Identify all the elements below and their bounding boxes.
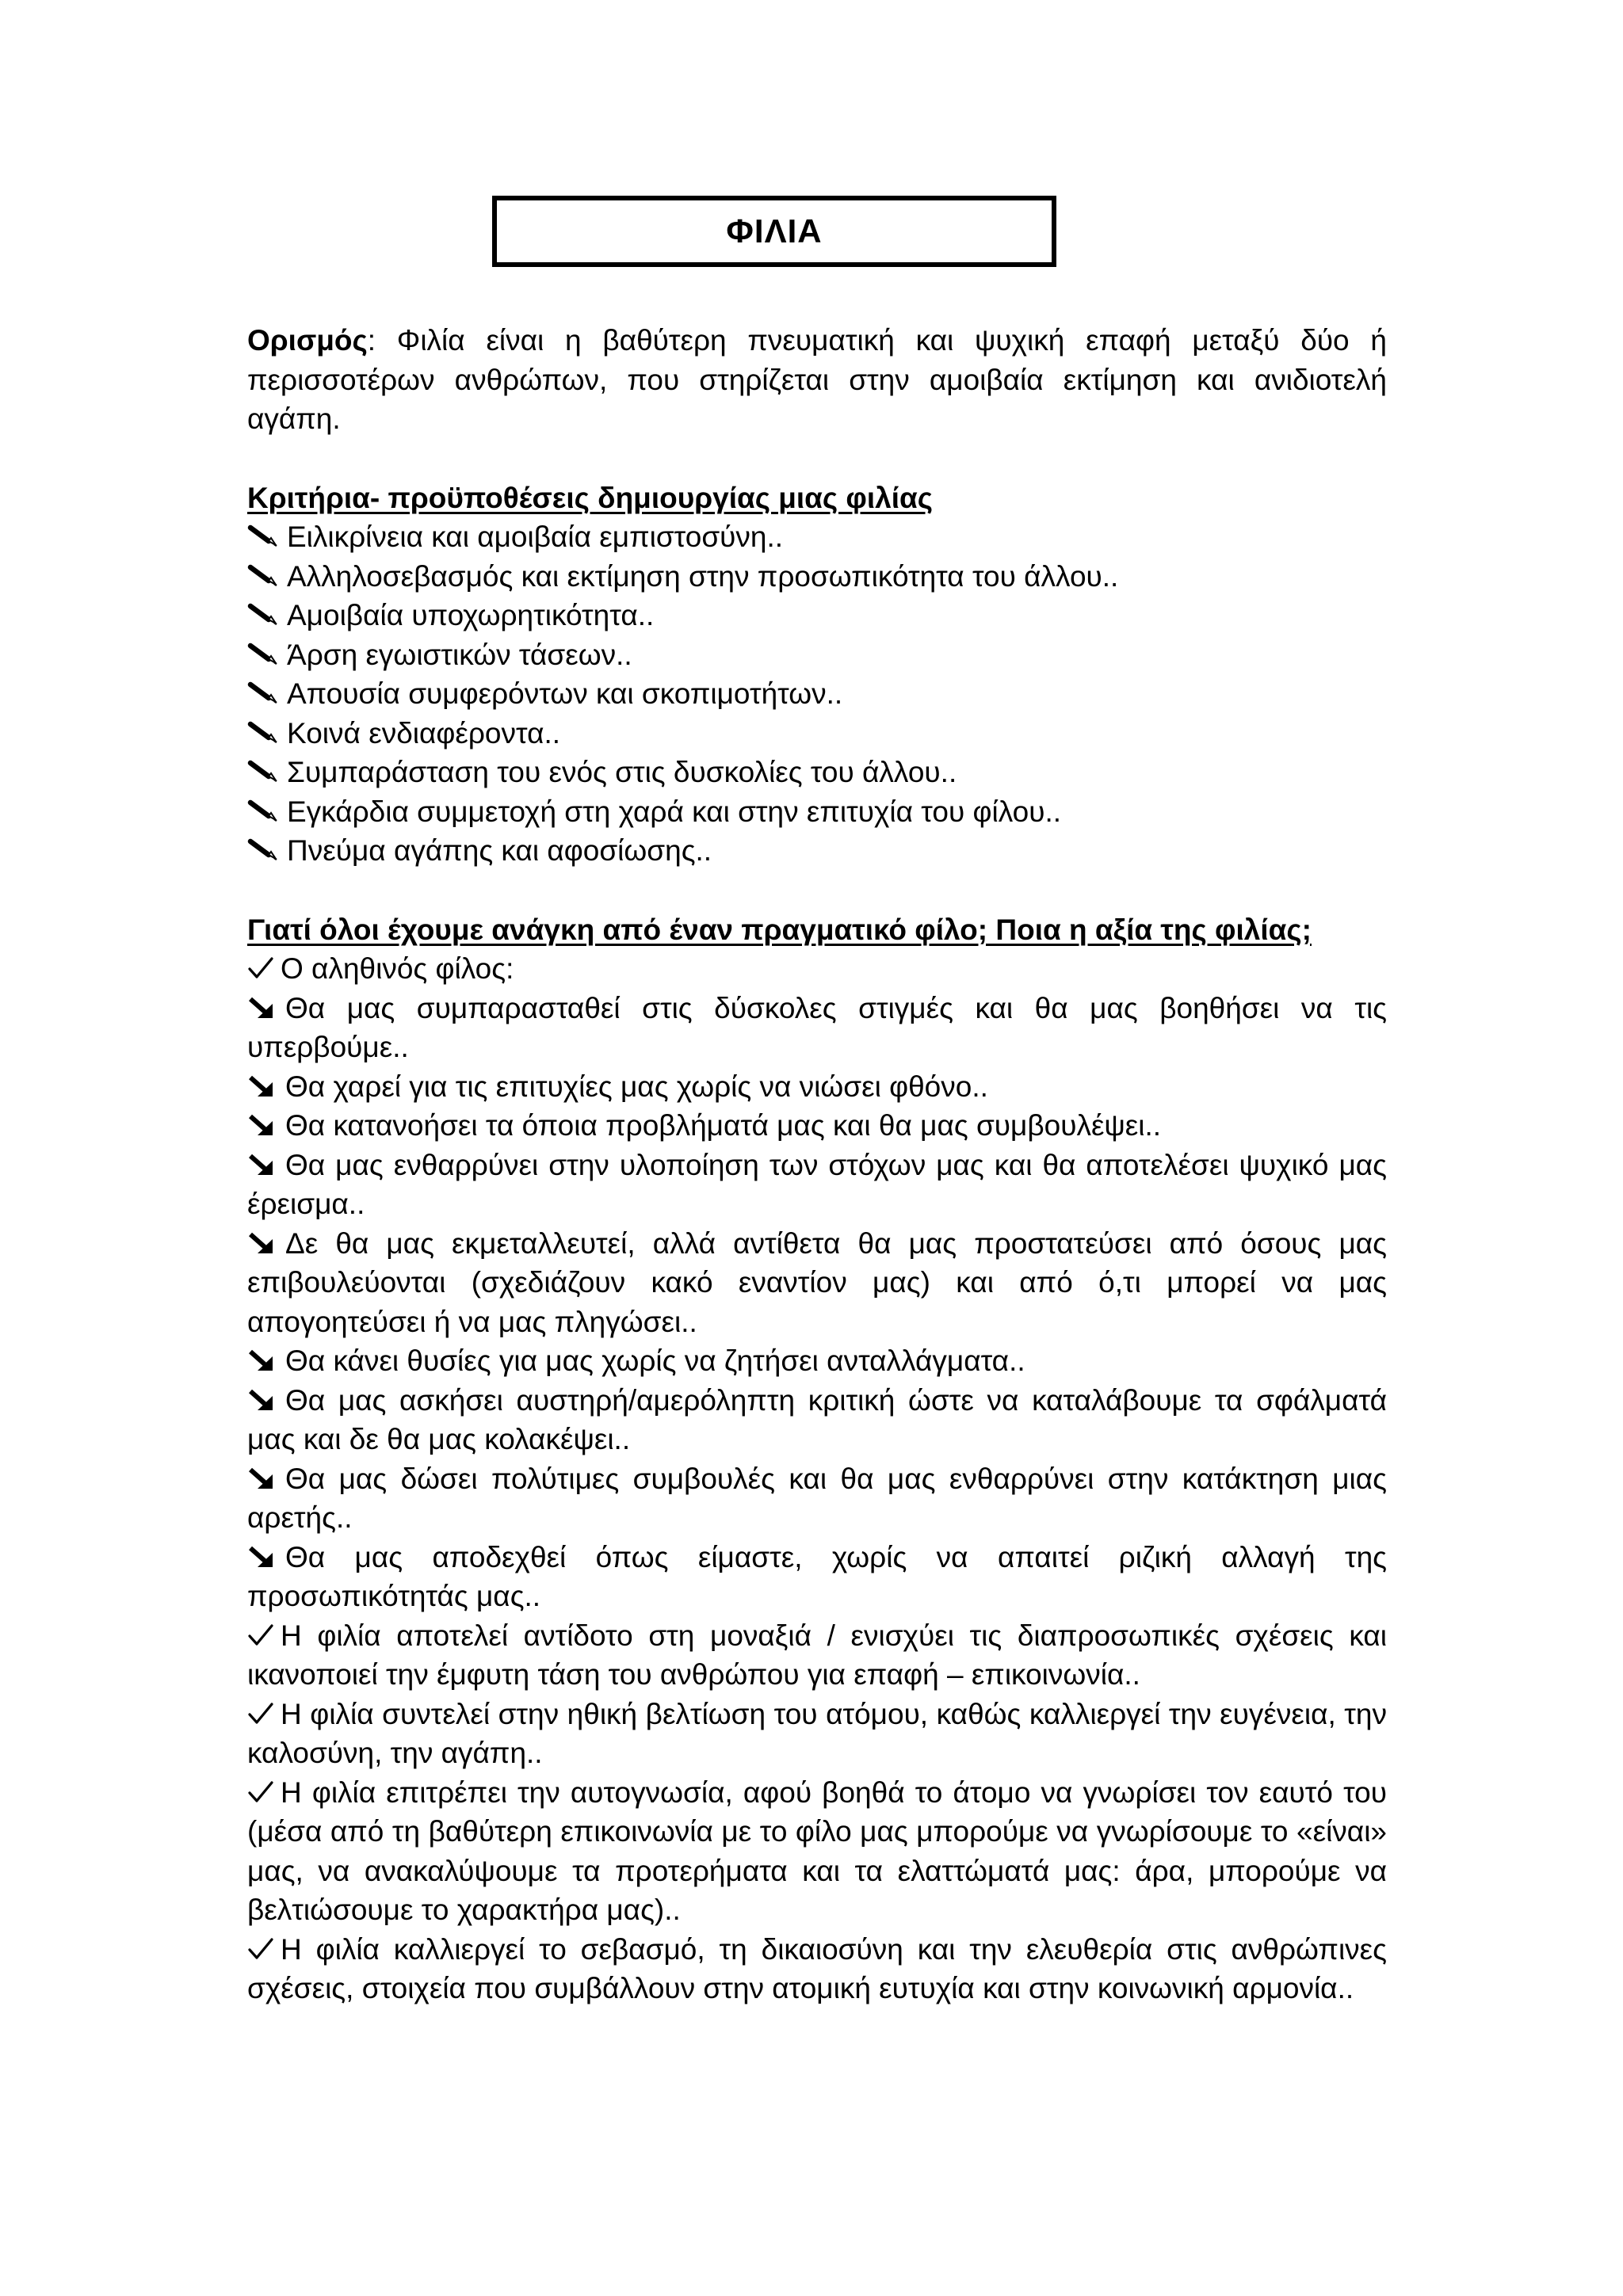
list-item-text: Αμοιβαία υποχωρητικότητα.. <box>287 599 655 631</box>
definition-paragraph <box>247 321 1387 439</box>
check-icon <box>247 952 274 977</box>
list-item <box>247 674 1387 714</box>
list-item <box>247 792 1387 832</box>
list-item-text: Συμπαράσταση του ενός στις δυσκολίες του άλλου.. <box>287 756 957 788</box>
down-right-arrow-icon <box>247 1540 276 1564</box>
list-item <box>247 1773 1387 1930</box>
list-item-text: Θα κάνει θυσίες για μας χωρίς να ζητήσει ανταλλάγματα.. <box>285 1344 1025 1377</box>
value-heading: Γιατί όλοι έχουμε ανάγκη από έναν πραγματικό φίλο; Ποια η αξία της φιλίας; <box>247 913 1312 946</box>
list-item <box>247 1695 1387 1773</box>
down-right-arrow-icon <box>247 1462 276 1486</box>
list-item-text: Θα μας ασκήσει αυστηρή/αμερόληπτη κριτική ώστε να καταλάβουμε τα σφάλματά μας και δε θα μας κολακέψει.. <box>247 1383 1387 1455</box>
list-item-text: Η φιλία καλλιεργεί το σεβασμό, τη δικαιοσύνη και την ελευθερία στις ανθρώπινες σχέσεις, στοιχεία που συμβάλλουν στην ατομική ευτυχία και στην κοινωνική αρμονία.. <box>247 1932 1387 2004</box>
friendship-value-list <box>247 1616 1387 2008</box>
pencil-icon <box>247 794 282 818</box>
down-right-arrow-icon <box>247 1383 276 1407</box>
list-item-text: Θα κατανοήσει τα όποια προβλήματά μας και θα μας συμβουλέψει.. <box>285 1109 1162 1142</box>
list-item <box>247 989 1387 1067</box>
list-item-text: Θα μας ενθαρρύνει στην υλοποίηση των στόχων μας και θα αποτελέσει ψυχικό μας έρεισμα.. <box>247 1148 1387 1220</box>
list-item-text: Δε θα μας εκμεταλλευτεί, αλλά αντίθετα θα μας προστατεύσει από όσους μας επιβουλεύονται (σχεδιάζουν κακό εναντίον μας) και από ό,τι μπορεί να μας απογοητεύσει ή να μας πληγώσει.. <box>247 1226 1387 1338</box>
spacer <box>247 871 1387 910</box>
spacer <box>247 439 1387 479</box>
check-icon <box>247 1932 274 1958</box>
true-friend-intro <box>247 949 1387 989</box>
list-item <box>247 1459 1387 1538</box>
down-right-arrow-icon <box>247 1226 276 1250</box>
down-right-arrow-icon <box>247 1148 276 1172</box>
pencil-icon <box>247 597 282 621</box>
down-right-arrow-icon <box>247 991 276 1015</box>
list-item-text: Αλληλοσεβασμός και εκτίμηση στην προσωπικότητα του άλλου.. <box>287 559 1119 593</box>
page-title: ΦΙΛΙΑ <box>726 212 823 250</box>
criteria-heading: Κριτήρια- προϋποθέσεις δημιουργίας μιας φιλίας <box>247 481 934 514</box>
list-item-text: Θα μας δώσει πολύτιμες συμβουλές και θα μας ενθαρρύνει στην κατάκτηση μιας αρετής.. <box>247 1462 1387 1534</box>
list-item <box>247 1067 1387 1107</box>
true-friend-intro-text: Ο αληθινός φίλος: <box>281 952 514 985</box>
list-item <box>247 1341 1387 1381</box>
list-item <box>247 1224 1387 1342</box>
down-right-arrow-icon <box>247 1108 276 1132</box>
pencil-icon <box>247 519 282 543</box>
list-item <box>247 596 1387 635</box>
list-item-text: Θα μας αποδεχθεί όπως είμαστε, χωρίς να απαιτεί ριζική αλλαγή της προσωπικότητάς μας.. <box>247 1540 1387 1612</box>
list-item-text: Η φιλία αποτελεί αντίδοτο στη μοναξιά / ενισχύει τις διαπροσωπικές σχέσεις και ικανοποιεί την έμφυτη τάση του ανθρώπου για επαφή – επικοινωνία.. <box>247 1619 1387 1691</box>
title-box <box>492 196 1056 267</box>
list-item <box>247 831 1387 871</box>
pencil-icon <box>247 559 282 582</box>
down-right-arrow-icon <box>247 1070 276 1093</box>
list-item-text: Απουσία συμφερόντων και σκοπιμοτήτων.. <box>287 677 843 710</box>
check-icon <box>247 1775 274 1801</box>
list-item <box>247 1381 1387 1459</box>
list-item <box>247 1930 1387 2008</box>
list-item-text: Θα μας συμπαρασταθεί στις δύσκολες στιγμές και θα μας βοηθήσει να τις υπερβούμε.. <box>247 991 1387 1063</box>
list-item <box>247 1106 1387 1146</box>
list-item-text: Κοινά ενδιαφέροντα.. <box>287 716 561 749</box>
down-right-arrow-icon <box>247 1344 276 1367</box>
pencil-icon <box>247 676 282 700</box>
list-item <box>247 1538 1387 1616</box>
document-body <box>247 321 1387 2008</box>
definition-label: Ορισμός <box>247 324 368 357</box>
list-item-text: Άρση εγωιστικών τάσεων.. <box>287 638 632 671</box>
list-item-text: Πνεύμα αγάπης και αφοσίωσης.. <box>287 834 712 867</box>
friend-qualities-list <box>247 989 1387 1616</box>
list-item <box>247 714 1387 753</box>
pencil-icon <box>247 754 282 778</box>
list-item-text: Ειλικρίνεια και αμοιβαία εμπιστοσύνη.. <box>287 521 784 553</box>
check-icon <box>247 1619 274 1644</box>
list-item <box>247 753 1387 792</box>
check-icon <box>247 1697 274 1722</box>
list-item-text: Η φιλία συντελεί στην ηθική βελτίωση του ατόμου, καθώς καλλιεργεί την ευγένεια, την καλοσύνη, την αγάπη.. <box>247 1697 1387 1769</box>
pencil-icon <box>247 637 282 661</box>
list-item <box>247 517 1387 557</box>
definition-text: : Φιλία είναι η βαθύτερη πνευματική και ψυχική επαφή μεταξύ δύο ή περισσοτέρων ανθρώπων, που στηρίζεται στην αμοιβαία εκτίμηση και ανιδιοτελή αγάπη. <box>247 324 1387 435</box>
criteria-list <box>247 517 1387 871</box>
list-item-text: Η φιλία επιτρέπει την αυτογνωσία, αφού βοηθά το άτομο να γνωρίσει τον εαυτό του (μέσα από τη βαθύτερη επικοινωνία με το φίλο μας μπορούμε να γνωρίσουμε το «είναι» μας, να ανακαλύψουμε τα προτερήματα και τα ελαττώματά μας: άρα, μπορούμε να βελτιώσουμε το χαρακτήρα μας).. <box>247 1775 1387 1926</box>
pencil-icon <box>247 833 282 856</box>
list-item <box>247 1616 1387 1695</box>
list-item-text: Θα χαρεί για τις επιτυχίες μας χωρίς να νιώσει φθόνο.. <box>285 1070 988 1103</box>
list-item <box>247 1146 1387 1224</box>
list-item-text: Εγκάρδια συμμετοχή στη χαρά και στην επιτυχία του φίλου.. <box>287 795 1062 828</box>
list-item <box>247 635 1387 675</box>
list-item <box>247 557 1387 597</box>
pencil-icon <box>247 715 282 739</box>
